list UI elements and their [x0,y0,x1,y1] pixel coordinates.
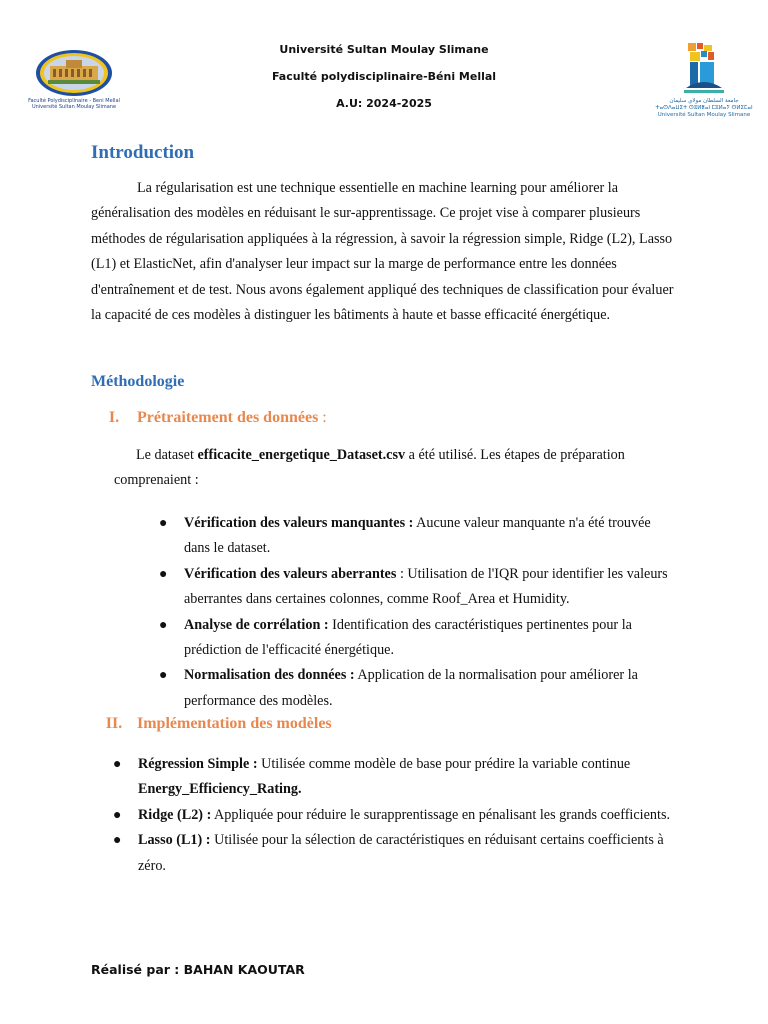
section-number: I. [108,409,120,426]
bullet-icon: ● [113,833,122,849]
list-item-label: Régression Simple : [138,756,258,772]
list-item-text: Identification des caractéristiques pertinentes pour la prédiction de l'efficacité énergétique. [184,616,632,659]
section-title: Implémentation des modèles [137,715,332,732]
methodology-heading: Méthodologie [91,373,185,390]
list-item-text: : Utilisation de l'IQR pour identifier les valeurs aberrantes dans certaines colonnes, comme Roof_Area et Humidity. [184,565,668,608]
target-variable-name: Energy_Efficiency_Rating. [138,781,302,798]
faculty-logo-caption [22,98,126,110]
faculty-building-emblem-icon [22,48,126,98]
section-preprocessing-heading [91,409,327,427]
list-item-text: Aucune valeur manquante n'a été trouvée dans le dataset. [184,515,651,557]
bullet-icon: ● [159,668,168,684]
faculty-logo [22,48,126,114]
list-item [113,803,686,828]
university-logo-caption-arabic: جامعة السلطان مولاي سليمان [669,98,739,104]
university-logo-caption [654,98,754,119]
section-title-colon: : [318,409,327,426]
list-item-label: Vérification des valeurs aberrantes [184,565,397,582]
bullet-icon: ● [113,807,122,823]
list-item-label: Lasso (L1) : [138,832,211,849]
bullet-icon: ● [113,757,122,772]
dataset-text-after: a été utilisé. Les étapes de préparation comprenaient : [114,447,625,489]
faculty-name: Faculté polydisciplinaire-Béni Mellal [271,70,497,83]
list-item-text: Application de la normalisation pour améliorer la performance des modèles. [184,667,638,709]
list-item [113,828,686,879]
list-item [159,562,680,613]
bullet-icon: ● [159,617,168,633]
university-logo [654,40,754,120]
author-footer: Réalisé par : BAHAN KAOUTAR [91,962,305,977]
list-item-text: Utilisée pour la sélection de caractéristiques en réduisant certains coefficients à zéro. [138,832,664,874]
list-item [159,613,680,664]
list-item-label: Ridge (L2) : [138,806,212,823]
university-logo-caption-french: Université Sultan Moulay Slimane [657,112,751,118]
university-emblem-icon [654,40,754,98]
bullet-icon: ● [159,566,168,582]
list-item-label: Vérification des valeurs manquantes : [184,515,414,531]
list-item [113,752,686,803]
faculty-logo-caption-line2: Université Sultan Moulay Slimane [31,104,117,110]
section-models-heading [91,715,332,733]
bullet-icon: ● [159,516,168,531]
dataset-paragraph [114,443,684,494]
list-item [159,511,680,562]
list-item-text: Utilisée comme modèle de base pour prédire la variable continue [257,756,631,772]
faculty-logo-caption-line1: Faculté Polydisciplinaire - Beni Mellal [28,98,120,104]
section-number: II. [105,715,123,732]
list-item [159,663,680,714]
introduction-paragraph [91,176,677,328]
academic-year: A.U: 2024-2025 [336,97,432,110]
list-item-label: Normalisation des données : [184,667,355,684]
list-item-label: Analyse de corrélation : [184,616,329,633]
dataset-text-before: Le dataset [136,447,198,463]
university-logo-caption-tifinagh: ⵜⴰⵙⴷⴰⵡⵉⵜ ⵙⵓⵍⵟⴰⵏ ⵎⵓⵍⴰⵢ ⵙⵍⵉⵎⴰⵏ [655,105,753,111]
university-name: Université Sultan Moulay Slimane [279,43,489,56]
section-title: Prétraitement des données [137,409,319,426]
models-list [113,752,686,879]
introduction-heading: Introduction [91,142,195,163]
dataset-filename: efficacite_energetique_Dataset.csv [197,447,406,463]
preprocessing-steps-list [159,511,680,714]
introduction-text: La régularisation est une technique essentielle en machine learning pour améliorer la généralisation des modèles en réduisant le sur-apprentissage. Ce projet vise à comparer plusieurs méthodes de régularisation appliquées à la régression, à savoir la régression simple, Ridge (L2), Lasso (L1) et ElasticNet, afin d'analyser leur impact sur la marge de performance entre les données d'entraînement et de test. Nous avons également appliqué des techniques de classification pour évaluer la capacité de ces modèles à distinguer les bâtiments à haute et basse efficacité énergétique. [91,180,674,324]
list-item-text: Appliquée pour réduire le surapprentissage en pénalisant les grands coefficients. [211,806,671,823]
